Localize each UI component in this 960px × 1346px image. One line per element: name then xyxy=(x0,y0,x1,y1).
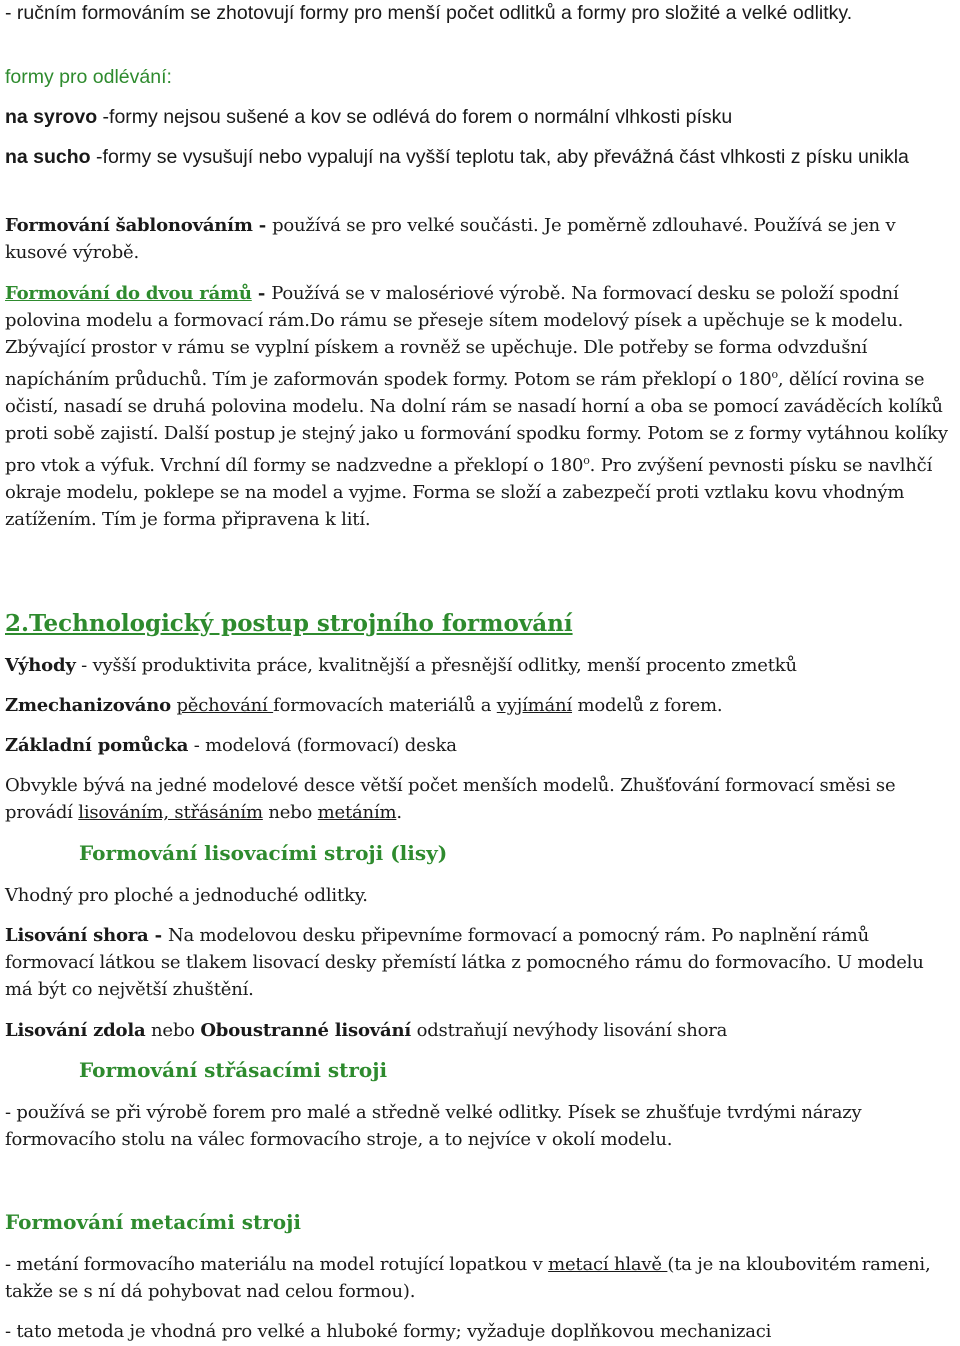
paragraph-top-pressing xyxy=(5,922,955,1003)
text: odstraňují nevýhody lisování shora xyxy=(411,1020,728,1041)
subheading-sand-slinger xyxy=(5,1209,955,1236)
term: Výhody xyxy=(5,655,76,676)
term: Oboustranné lisování xyxy=(200,1020,412,1041)
term: Základní pomůcka xyxy=(5,735,189,756)
underlined-term: pěchování xyxy=(176,695,274,716)
text: Formování metacími stroji xyxy=(5,1210,301,1234)
paragraph-jolt-machines xyxy=(5,1099,955,1153)
term: Lisování shora - xyxy=(5,925,168,946)
paragraph-flat-castings xyxy=(5,882,955,909)
text: . xyxy=(396,802,402,823)
subheading-jolt-molding xyxy=(79,1057,949,1084)
text: , dělící rovina se očistí, nasadí se druhá polovina modelu. Na dolní rám se nasadí horní a oba se pomocí zaváděcích kolíků proti sobě zajistí. Další postup je stejný jako u formování spodku formy. Potom se z formy vytáhnou kolíky pro vtok a výfuk. Vrchní díl formy se nadzvedne a překlopí o 180 xyxy=(5,369,948,476)
paragraph-method-suitable xyxy=(5,1318,955,1345)
text: Na modelovou desku připevníme formovací a pomocný rám. Po naplnění rámů formovací látkou se tlakem lisovací desky přemístí látka z pomocného rámu do formovacího. U modelu má být co největší zhuštění. xyxy=(5,925,924,1000)
term: Zmechanizováno xyxy=(5,695,171,716)
subheading-casting-molds xyxy=(5,64,955,91)
subheading-press-molding xyxy=(79,840,949,867)
text: formy pro odlévání: xyxy=(5,66,172,88)
paragraph-advantages xyxy=(5,652,955,679)
text: nebo xyxy=(262,802,318,823)
text: Formování střásacími stroji xyxy=(79,1058,388,1082)
text: Používá se v malosériové výrobě. Na formovací desku se položí spodní polovina modelu a formovací rám.Do rámu se přeseje sítem modelový písek a upěchuje se k modelu. Zbývající prostor v rámu se vyplní pískem a rovněž se upěchuje. Dle potřeby se forma odvzdušní napícháním průduchů. Tím je zaformován spodek formy. Potom se rám překlopí o 180 xyxy=(5,283,904,390)
text: - tato metoda je vhodná pro velké a hluboké formy; vyžaduje doplňkovou mechanizaci xyxy=(5,1321,772,1342)
paragraph-mechanized xyxy=(5,692,955,719)
underlined-term: lisováním, střásáním xyxy=(78,802,263,823)
paragraph-two-flask-molding xyxy=(5,280,955,533)
degree-mark: o xyxy=(583,454,590,467)
term-heading: Formování do dvou rámů xyxy=(5,283,252,304)
underlined-term: metáním xyxy=(317,802,397,823)
term: Formování šablonováním - xyxy=(5,215,273,236)
section-number: 2. xyxy=(5,610,30,637)
paragraph-pattern-plate xyxy=(5,772,955,826)
text: - metání formovacího materiálu na model rotující lopatkou v xyxy=(5,1254,549,1275)
text: - modelová (formovací) deska xyxy=(188,735,457,756)
paragraph-bottom-pressing xyxy=(5,1017,955,1044)
text: . Pro zvýšení pevnosti písku se navlhčí okraje modelu, poklepe se na model a vyjme. Forma se složí a zabezpečí proti vztlaku kovu vhodným zatížením. Tím je forma připravena k lití. xyxy=(5,455,933,530)
text: - ručním formováním se zhotovují formy pro menší počet odlitků a formy pro složité a velké odlitky. xyxy=(5,2,853,24)
text: Formování lisovacími stroji (lisy) xyxy=(79,841,448,865)
paragraph-template-molding xyxy=(5,212,955,266)
text: formovacích materiálů a xyxy=(273,695,497,716)
text: používá se pro velké součásti. Je poměrně zdlouhavé. Používá se jen v kusové výrobě. xyxy=(5,215,896,263)
paragraph-dry-sand xyxy=(5,144,955,171)
text: - vyšší produktivita práce, kvalitnější a přesnější odlitky, menší procento zmetků xyxy=(75,655,797,676)
underlined-term: vyjímání xyxy=(496,695,573,716)
term: na sucho xyxy=(5,146,91,168)
paragraph-basic-tool xyxy=(5,732,955,759)
paragraph-slinging xyxy=(5,1251,955,1305)
dash: - xyxy=(251,283,272,304)
paragraph-manual-molding xyxy=(5,0,955,27)
text: nebo xyxy=(145,1020,201,1041)
text: Obvykle bývá na jedné modelové desce větší počet menších modelů. Zhušťování formovací směsi se provádí xyxy=(5,775,896,823)
degree-mark: o xyxy=(771,368,778,381)
term: na syrovo xyxy=(5,106,98,128)
text: Vhodný pro ploché a jednoduché odlitky. xyxy=(5,885,368,906)
text: modelů z forem. xyxy=(572,695,723,716)
term: Lisování zdola xyxy=(5,1020,146,1041)
text: -formy nejsou sušené a kov se odlévá do forem o normální vlhkosti písku xyxy=(97,106,733,128)
paragraph-green-sand xyxy=(5,104,955,131)
text: (ta je na kloubovitém rameni, takže se s ní dá pohybovat nad celou formou). xyxy=(5,1254,931,1302)
section-title: Technologický postup strojního formování xyxy=(29,610,573,637)
text: -formy se vysušují nebo vypalují na vyšší teplotu tak, aby převážná část vlhkosti z písku unikla xyxy=(90,146,909,168)
text: - používá se při výrobě forem pro malé a středně velké odlitky. Písek se zhušťuje tvrdými nárazy formovacího stolu na válec formovacího stroje, a to nejvíce v okolí modelu. xyxy=(5,1102,862,1150)
underlined-term: metací hlavě xyxy=(548,1254,668,1275)
section-heading-machine-molding xyxy=(5,610,955,637)
